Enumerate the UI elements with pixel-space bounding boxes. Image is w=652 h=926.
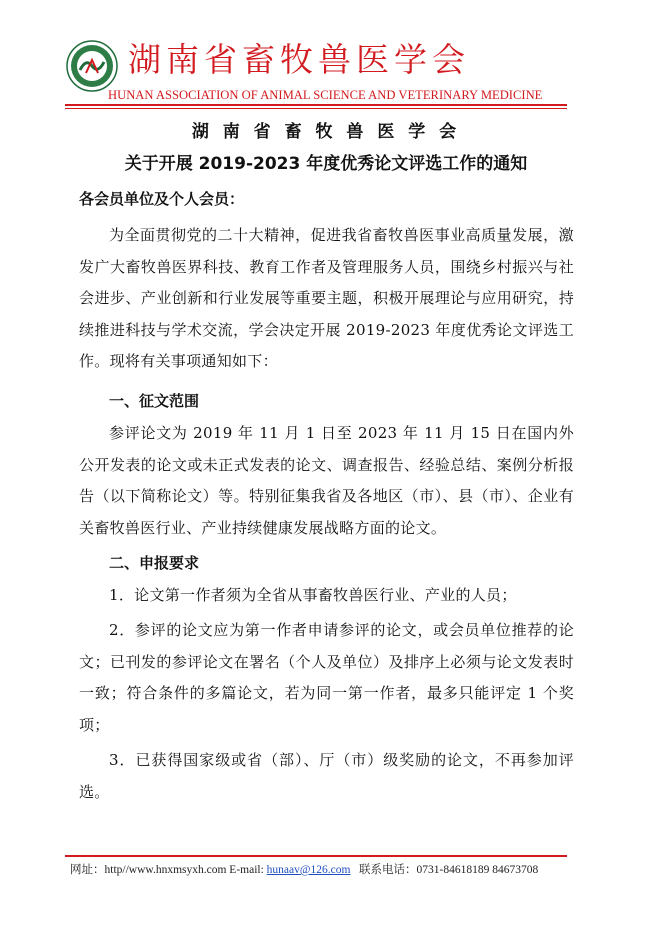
association-emblem-icon xyxy=(66,40,118,92)
letterhead-org-name-cn: 湖南省畜牧兽医学会 xyxy=(128,40,470,79)
letterhead-divider-thin xyxy=(65,108,567,109)
scope-paragraph: 参评论文为 2019 年 11 月 1 日至 2023 年 11 月 15 日在国内外公开发表的论文或未正式发表的论文、调查报告、经验总结、案例分析报告（以下简称论文）等。特别征集我省及各地区（市）、县（市）、企业有关畜牧兽医行业、产业持续健康发展战略方面的论文。 xyxy=(79,424,574,537)
document-issuer: 湖 南 省 畜 牧 兽 医 学 会 xyxy=(191,122,461,142)
footer-email-link[interactable]: hunaav@126.com xyxy=(266,864,351,876)
salutation: 各会员单位及个人会员： xyxy=(79,190,245,208)
document-title: 关于开展 2019-2023 年度优秀论文评选工作的通知 xyxy=(124,154,528,174)
requirement-3: 3．已获得国家级或省（部）、厅（市）级奖励的论文，不再参加评选。 xyxy=(79,751,574,801)
section-heading-requirements: 二、申报要求 xyxy=(109,554,200,572)
footer-website: 网址：http//www.hnxmsyxh.com xyxy=(70,864,227,876)
footer-phone: 联系电话：0731-84618189 84673708 xyxy=(359,864,539,876)
footer-contact xyxy=(70,862,570,878)
requirement-1: 1．论文第一作者须为全省从事畜牧兽医行业、产业的人员； xyxy=(109,586,517,604)
footer-divider xyxy=(65,855,567,857)
section-heading-scope: 一、征文范围 xyxy=(109,392,200,410)
footer-email-label: E-mail: xyxy=(229,864,264,876)
letterhead-org-name-en: HUNAN ASSOCIATION OF ANIMAL SCIENCE AND VETERINARY MEDICINE xyxy=(108,88,543,102)
letterhead-divider xyxy=(65,104,567,106)
requirement-2: 2．参评的论文应为第一作者申请参评的论文，或会员单位推荐的论文；已刊发的参评论文在署名（个人及单位）及排序上必须与论文发表时一致；符合条件的多篇论文，若为同一第一作者，最多只能评定 1 个奖项； xyxy=(79,621,574,734)
intro-paragraph: 为全面贯彻党的二十大精神，促进我省畜牧兽医事业高质量发展，激发广大畜牧兽医界科技、教育工作者及管理服务人员，围绕乡村振兴与社会进步、产业创新和行业发展等重要主题，积极开展理论与应用研究，持续推进科技与学术交流，学会决定开展 2019-2023 年度优秀论文评选工作。现将有关事项通知如下： xyxy=(79,226,574,370)
